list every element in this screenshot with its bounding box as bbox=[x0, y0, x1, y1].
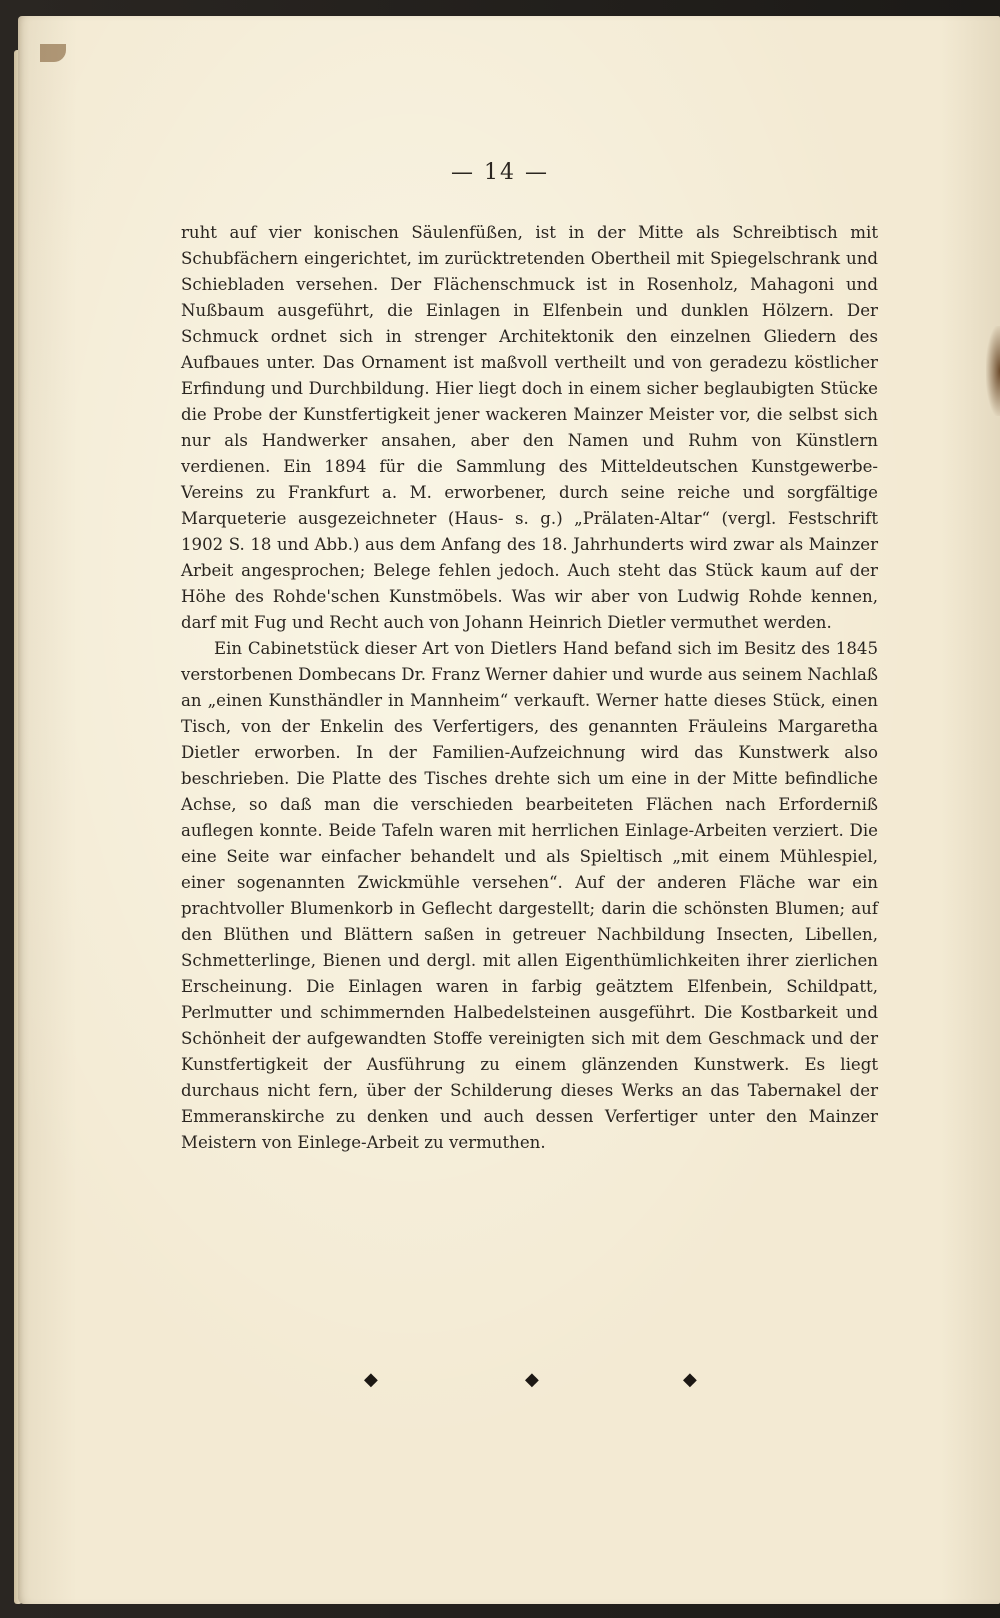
diamond-ornament-icon: ◆ bbox=[364, 1369, 378, 1390]
paragraph: ruht auf vier konischen Säulenfüßen, ist in der Mitte als Schreibtisch mit Schubfächern eingerichtet, im zurücktretenden Obertheil mit Spiegelschrank und Schiebladen versehen. Der Flächenschmuck ist in Rosenholz, Mahagoni und Nußbaum ausgeführt, die Einlagen in Elfenbein und dunklen Hölzern. Der Schmuck ordnet sich in strenger Architektonik den einzelnen Gliedern des Aufbaues unter. Das Ornament ist maßvoll vertheilt und von geradezu köstlicher Erfindung und Durchbildung. Hier liegt doch in einem sicher beglaubigten Stücke die Probe der Kunstfertigkeit jener wackeren Mainzer Meister vor, die selbst sich nur als Handwerker ansahen, aber den Namen und Ruhm von Künstlern verdienen. Ein 1894 für die Sammlung des Mitteldeutschen Kunstgewerbe-Vereins zu Frankfurt a. M. erworbener, durch seine reiche und sorgfältige Marqueterie ausgezeichneter (Haus- s. g.) „Prälaten-Altar“ (vergl. Festschrift 1902 S. 18 und Abb.) aus dem Anfang des 18. Jahrhunderts wird zwar als Mainzer Arbeit angesprochen; Belege fehlen jedoch. Auch steht das Stück kaum auf der Höhe des Rohde'schen Kunstmöbels. Was wir aber von Ludwig Rohde kennen, darf mit Fug und Recht auch von Johann Heinrich Dietler vermuthet werden. bbox=[181, 223, 878, 632]
page-stain bbox=[986, 326, 1000, 416]
paragraph: Ein Cabinetstück dieser Art von Dietlers Hand befand sich im Besitz des 1845 verstorbenen Dombecans Dr. Franz Werner dahier und wurde aus seinem Nachlaß an „einen Kunsthändler in Mannheim“ verkauft. Werner hatte dieses Stück, einen Tisch, von der Enkelin des Verfertigers, des genannten Fräuleins Margaretha Dietler erworben. In der Familien-Aufzeichnung wird das Kunstwerk also beschrieben. Die Platte des Tisches drehte sich um eine in der Mitte befindliche Achse, so daß man die verschieden bearbeiteten Flächen nach Erforderniß auflegen konnte. Beide Tafeln waren mit herrlichen Einlage-Arbeiten verziert. Die eine Seite war einfacher behandelt und als Spieltisch „mit einem Mühlespiel, einer sogenannten Zwickmühle versehen“. Auf der anderen Fläche war ein prachtvoller Blumenkorb in Geflecht dargestellt; darin die schönsten Blumen; auf den Blüthen und Blättern saßen in getreuer Nachbildung Insecten, Libellen, Schmetterlinge, Bienen und dergl. mit allen Eigenthümlichkeiten ihrer zierlichen Erscheinung. Die Einlagen waren in farbig geätztem Elfenbein, Schildpatt, Perlmutter und schimmernden Halbedelsteinen ausgeführt. Die Kostbarkeit und Schönheit der aufgewandten Stoffe vereinigten sich mit dem Geschmack und der Kunstfertigkeit der Ausführung zu einem glänzenden Kunstwerk. Es liegt durchaus nicht fern, über der Schilderung dieses Werks an das Tabernakel der Emmeranskirche zu denken und auch dessen Verfertiger unter den Mainzer Meistern von Einlege-Arbeit zu vermuthen. bbox=[181, 639, 879, 1152]
body-text bbox=[181, 220, 878, 1156]
page-number: — 14 — bbox=[451, 160, 549, 185]
diamond-ornament-icon: ◆ bbox=[525, 1369, 539, 1390]
page-corner-damage bbox=[40, 44, 66, 62]
diamond-ornament-icon: ◆ bbox=[683, 1369, 697, 1390]
end-ornaments bbox=[0, 1369, 1000, 1399]
